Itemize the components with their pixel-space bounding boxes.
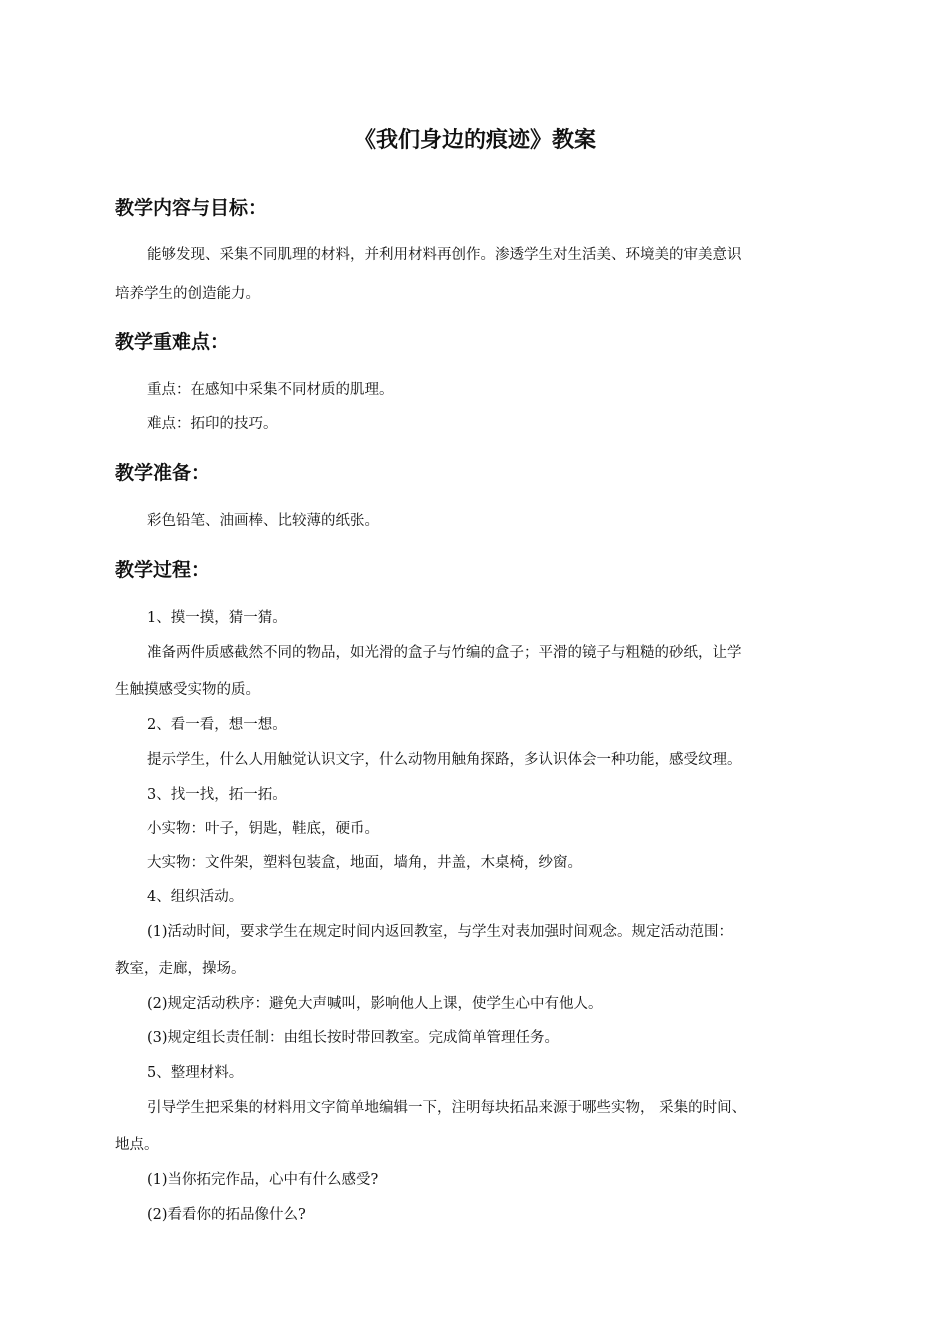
step-5-question-1: (1)当你拓完作品，心中有什么感受? [147,1172,379,1188]
step-3-large-objects: 大实物：文件架，塑料包装盒，地面，墙角，井盖，木桌椅，纱窗。 [147,855,582,871]
key-point-text: 重点：在感知中采集不同材质的肌理。 [147,382,394,398]
heading-key-points: 教学重难点： [115,331,230,353]
content-goals-text-line-2: 培养学生的创造能力。 [115,286,260,302]
step-4-item-2: (2)规定活动秩序：避免大声喊叫，影响他人上课，使学生心中有他人。 [147,996,603,1012]
step-4-item-3: (3)规定组长责任制：由组长按时带回教室。完成简单管理任务。 [147,1030,560,1046]
step-5-question-2: (2)看看你的拓品像什么? [147,1207,306,1223]
preparation-text: 彩色铅笔、油画棒、比较薄的纸张。 [147,513,379,529]
step-2-title: 2、看一看，想一想。 [147,717,287,733]
step-4-item-1-line-2: 教室，走廊，操场。 [115,961,246,977]
step-1-title: 1、摸一摸，猜一猜。 [147,610,287,626]
step-1-text-line-1: 准备两件质感截然不同的物品，如光滑的盒子与竹编的盒子；平滑的镜子与粗糙的砂纸，让学 [147,645,742,661]
step-1-text-line-2: 生触摸感受实物的质。 [115,682,260,698]
step-3-small-objects: 小实物：叶子，钥匙，鞋底，硬币。 [147,821,379,837]
heading-content-goals: 教学内容与目标： [115,197,268,219]
step-4-item-1-line-1: (1)活动时间，要求学生在规定时间内返回教室，与学生对表加强时间观念。规定活动范围： [147,924,734,940]
step-5-title: 5、整理材料。 [147,1065,244,1081]
document-title: 《我们身边的痕迹》教案 [353,128,596,153]
step-5-text-line-2: 地点。 [115,1137,159,1153]
step-3-title: 3、找一找，拓一拓。 [147,787,287,803]
step-4-title: 4、组织活动。 [147,889,244,905]
heading-process: 教学过程： [115,559,211,581]
step-5-text-line-1: 引导学生把采集的材料用文字简单地编辑一下，注明每块拓品来源于哪些实物， 采集的时间、 [147,1100,747,1116]
heading-preparation: 教学准备： [115,462,211,484]
difficulty-text: 难点：拓印的技巧。 [147,416,278,432]
content-goals-text-line-1: 能够发现、采集不同肌理的材料，并利用材料再创作。渗透学生对生活美、环境美的审美意识 [147,247,742,263]
step-2-text: 提示学生，什么人用触觉认识文字，什么动物用触角探路，多认识体会一种功能，感受纹理。 [147,752,742,768]
